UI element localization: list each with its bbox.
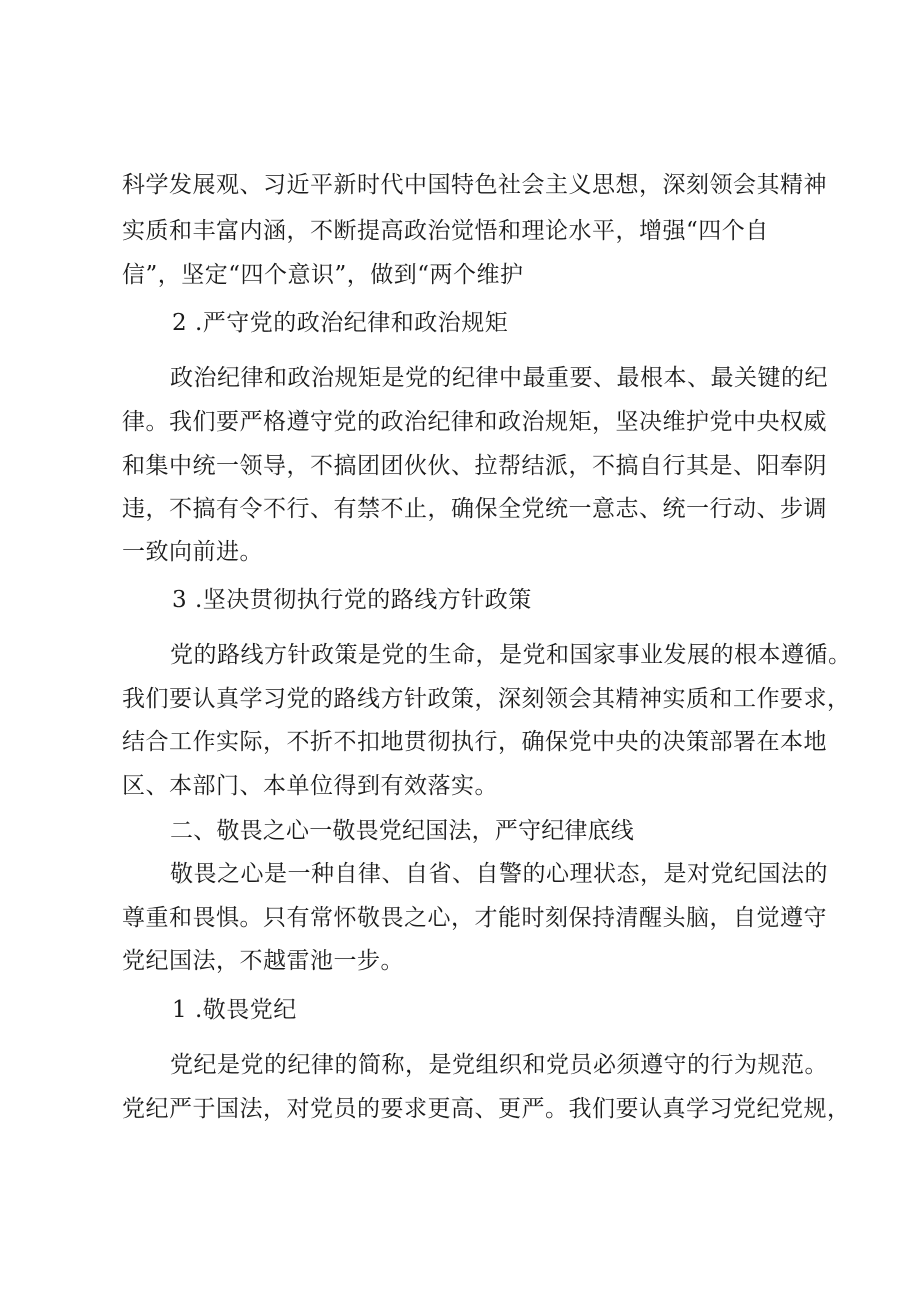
paragraph-line: 信”，坚定“四个意识”，做到“两个维护 bbox=[122, 262, 524, 288]
paragraph-line: 党的路线方针政策是党的生命，是党和国家事业发展的根本遵循。 bbox=[170, 642, 852, 668]
paragraph-line: 区、本部门、本单位得到有效落实。 bbox=[122, 773, 498, 799]
paragraph-line: 一致向前进。 bbox=[122, 539, 263, 565]
chapter-heading-two: 二、敬畏之心一敬畏党纪国法，严守纪律底线 bbox=[170, 818, 634, 844]
section-heading-1: 1 .敬畏党纪 bbox=[172, 997, 297, 1023]
paragraph-line: 违，不搞有令不行、有禁不止，确保全党统一意志、统一行动、步调 bbox=[122, 496, 827, 522]
paragraph-line: 结合工作实际，不折不扣地贯彻执行，确保党中央的决策部署在本地 bbox=[122, 729, 827, 755]
section-heading-2: 2 .严守党的政治纪律和政治规矩 bbox=[172, 310, 509, 336]
paragraph-line: 党纪是党的纪律的简称，是党组织和党员必须遵守的行为规范。 bbox=[170, 1052, 828, 1078]
paragraph-line: 我们要认真学习党的路线方针政策，深刻领会其精神实质和工作要求， bbox=[122, 686, 851, 712]
paragraph-line: 政治纪律和政治规矩是党的纪律中最重要、最根本、最关键的纪 bbox=[170, 365, 828, 391]
paragraph-line: 党纪严于国法，对党员的要求更高、更严。我们要认真学习党纪党规， bbox=[122, 1096, 851, 1122]
paragraph-line: 敬畏之心是一种自律、自省、自警的心理状态，是对党纪国法的 bbox=[170, 861, 828, 887]
paragraph-line: 和集中统一领导，不搞团团伙伙、拉帮结派，不搞自行其是、阳奉阴 bbox=[122, 453, 827, 479]
paragraph-line: 党纪国法，不越雷池一步。 bbox=[122, 948, 404, 974]
paragraph-line: 科学发展观、习近平新时代中国特色社会主义思想，深刻领会其精神 bbox=[122, 172, 827, 198]
section-heading-3: 3 .坚决贯彻执行党的路线方针政策 bbox=[172, 587, 532, 613]
paragraph-line: 尊重和畏惧。只有常怀敬畏之心，才能时刻保持清醒头脑，自觉遵守 bbox=[122, 905, 827, 931]
paragraph-line: 律。我们要严格遵守党的政治纪律和政治规矩，坚决维护党中央权威 bbox=[122, 409, 827, 435]
paragraph-line: 实质和丰富内涵，不断提高政治觉悟和理论水平，增强“四个自 bbox=[122, 218, 769, 244]
